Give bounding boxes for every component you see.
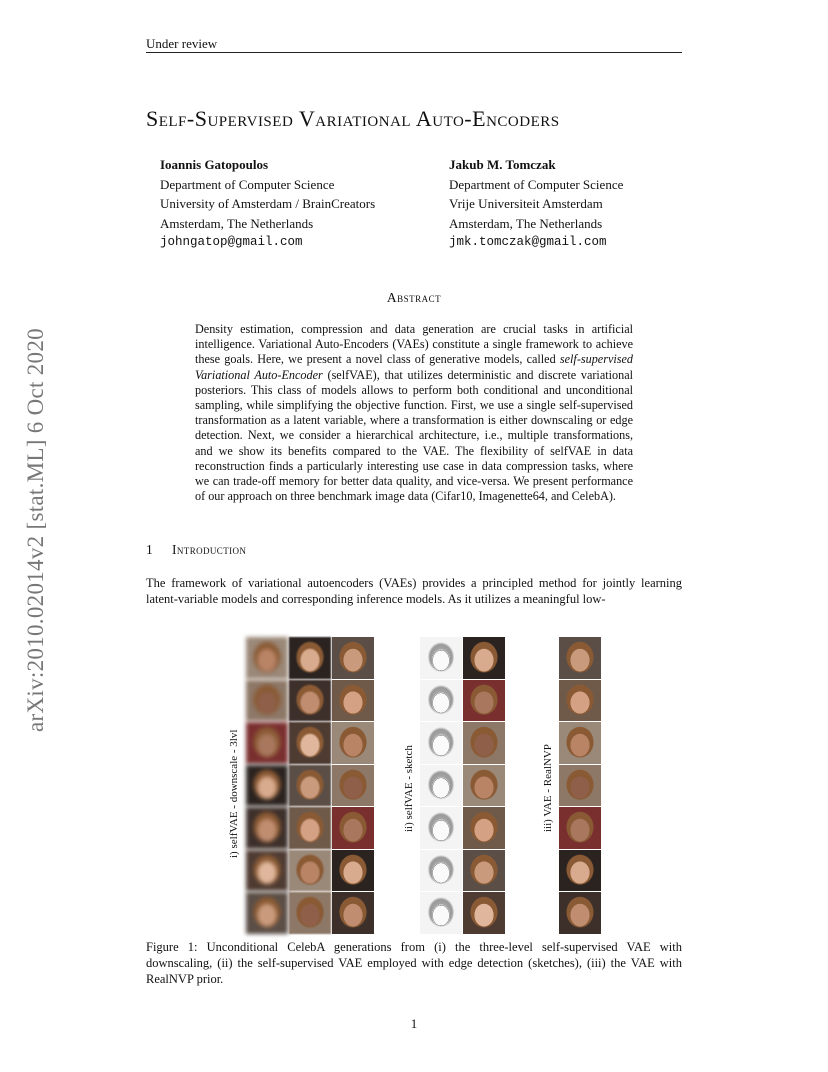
- section-title: Introduction: [172, 542, 247, 557]
- intro-paragraph: The framework of variational autoencoders (VAEs) provides a principled method for jointly learning latent-variable models and corresponding inference models. As it utilizes a meaningful low-: [146, 576, 682, 606]
- face-sample: [246, 765, 288, 807]
- author-affiliation: Vrije Universiteit Amsterdam: [449, 196, 603, 211]
- sketch-sample: [420, 850, 462, 892]
- sketch-sample: [420, 892, 462, 934]
- sketch-sample: [420, 680, 462, 722]
- face-sample: [559, 850, 601, 892]
- sketch-sample: [420, 637, 462, 679]
- author-email[interactable]: johngatop@gmail.com: [160, 235, 303, 249]
- section-heading: [146, 542, 246, 558]
- author-email[interactable]: jmk.tomczak@gmail.com: [449, 235, 607, 249]
- face-sample: [289, 722, 331, 764]
- panel-label-realnvp: iii) VAE - RealNVP: [542, 744, 554, 832]
- face-sample: [289, 680, 331, 722]
- face-sample: [332, 850, 374, 892]
- face-sample: [246, 892, 288, 934]
- author-block-2: [449, 155, 623, 253]
- sketch-sample: [420, 722, 462, 764]
- figure-panel-downscale: [246, 637, 374, 934]
- face-sample: [559, 765, 601, 807]
- face-sample: [463, 807, 505, 849]
- face-sample: [289, 637, 331, 679]
- face-sample: [289, 850, 331, 892]
- face-sample: [559, 722, 601, 764]
- paper-title: Self-Supervised Variational Auto-Encoders: [146, 106, 560, 131]
- sketch-sample: [420, 765, 462, 807]
- sketch-sample: [420, 807, 462, 849]
- arxiv-identifier: arXiv:2010.02014v2 [stat.ML] 6 Oct 2020: [23, 328, 48, 732]
- face-sample: [559, 637, 601, 679]
- figure-panel-realnvp: [559, 637, 601, 934]
- face-sample: [463, 892, 505, 934]
- author-department: Department of Computer Science: [449, 176, 624, 192]
- arxiv-sidebar-stamp: [16, 290, 56, 770]
- face-sample: [332, 722, 374, 764]
- face-sample: [332, 680, 374, 722]
- author-location: Amsterdam, The Netherlands: [449, 215, 603, 231]
- panel-label-downscale: i) selfVAE - downscale - 3lvl: [228, 729, 240, 858]
- panel-label-sketch: ii) selfVAE - sketch: [403, 745, 415, 832]
- face-sample: [246, 637, 288, 679]
- author-department: Department of Computer Science: [160, 176, 335, 192]
- face-sample: [332, 637, 374, 679]
- face-sample: [463, 680, 505, 722]
- face-sample: [463, 637, 505, 679]
- face-sample: [559, 680, 601, 722]
- face-sample: [246, 850, 288, 892]
- face-sample: [463, 722, 505, 764]
- figure-caption: Figure 1: Unconditional CelebA generations from (i) the three-level self-supervised VAE with downscaling, (ii) the self-supervised VAE employed with edge detection (sketches), (iii) the VAE with RealNVP prior.: [146, 940, 682, 986]
- abstract-emphasis: self-supervised Variational Auto-Encoder: [195, 352, 633, 382]
- author-name: Ioannis Gatopoulos: [160, 157, 269, 172]
- abstract-body: [195, 322, 633, 504]
- author-location: Amsterdam, The Netherlands: [160, 215, 314, 231]
- abstract-text-end: (selfVAE), that utilizes deterministic and discrete variational posteriors. This class of models allows to perform both conditional and unconditional sampling, while simplifying the objective function. First, we use a single self-supervised transformation as a latent variable, where a transformation is either downscaling or edge detection. Next, we consider a hierarchical architecture, i.e., multiple transformations, and we show its benefits compared to the VAE. The flexibility of selfVAE in data reconstruction finds a particularly interesting use case in data compression tasks, where we can trade-off memory for better data quality, and vice-versa. We present performance of our approach on three benchmark image data (Cifar10, Imagenette64, and CelebA).: [195, 367, 633, 504]
- header-rule: [146, 52, 682, 53]
- face-sample: [289, 807, 331, 849]
- face-sample: [332, 892, 374, 934]
- running-header: Under review: [146, 36, 218, 51]
- abstract-text-start: Density estimation, compression and data generation are crucial tasks in artificial intelligence. Variational Auto-Encoders (VAEs) constitute a single framework to achieve these goals. Here, we present a novel class of generative models, called: [195, 322, 633, 367]
- abstract-heading: Abstract: [386, 290, 442, 305]
- page-number: 1: [410, 1016, 418, 1031]
- face-sample: [559, 807, 601, 849]
- face-sample: [463, 765, 505, 807]
- author-affiliation: University of Amsterdam / BrainCreators: [160, 196, 376, 211]
- face-sample: [559, 892, 601, 934]
- face-sample: [289, 765, 331, 807]
- section-number: 1: [146, 542, 154, 557]
- face-sample: [463, 850, 505, 892]
- face-sample: [332, 765, 374, 807]
- figure-panel-sketch: [420, 637, 505, 934]
- face-sample: [246, 680, 288, 722]
- face-sample: [289, 892, 331, 934]
- face-sample: [246, 807, 288, 849]
- author-name: Jakub M. Tomczak: [449, 157, 556, 172]
- face-sample: [246, 722, 288, 764]
- author-block-1: [160, 155, 375, 253]
- face-sample: [332, 807, 374, 849]
